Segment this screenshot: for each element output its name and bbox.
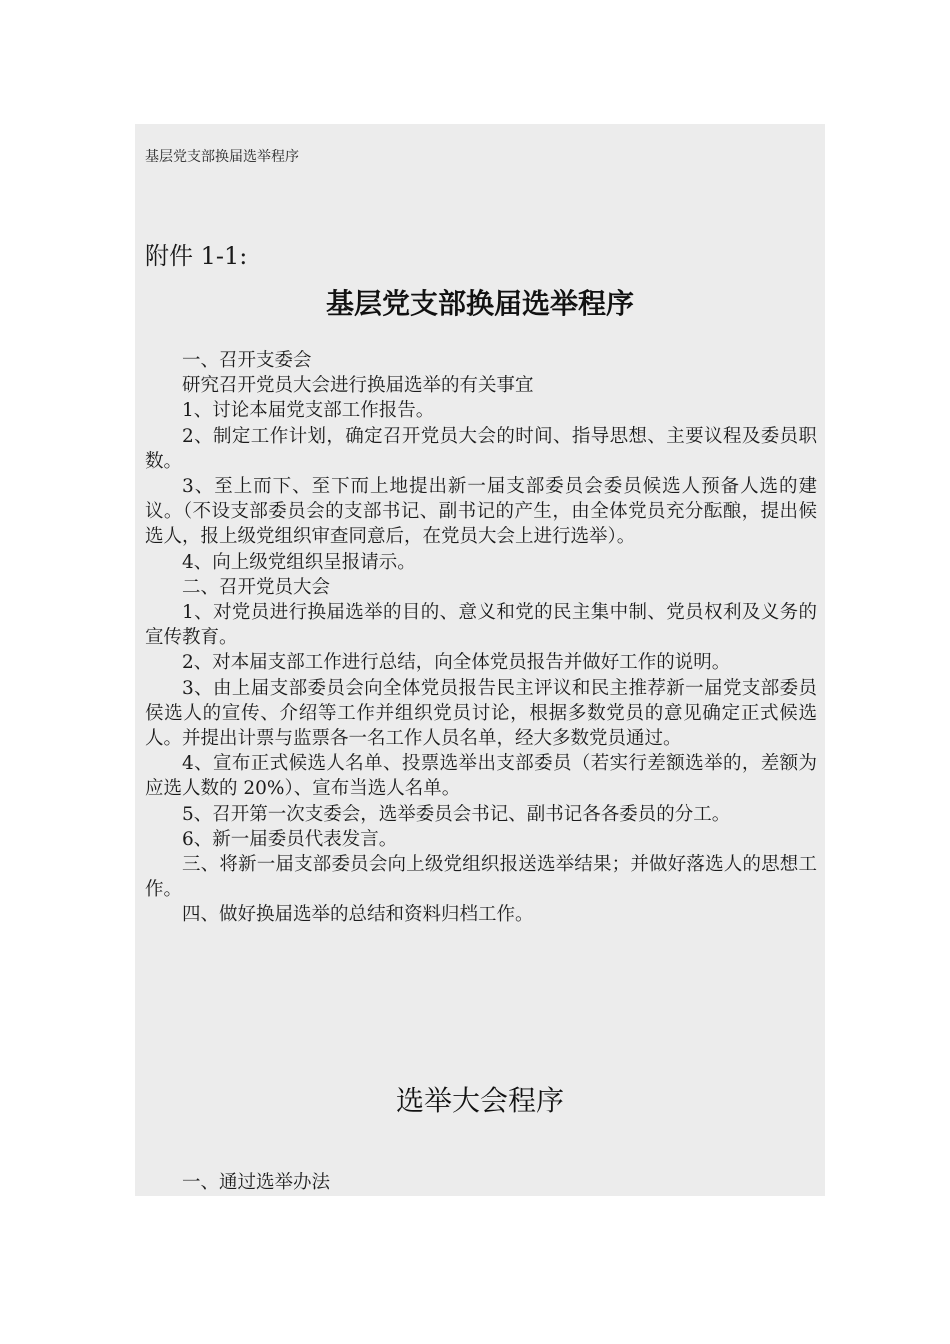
paragraph: 4、向上级党组织呈报请示。 <box>182 551 416 573</box>
attachment-2-title: 选举大会程序 <box>395 1084 564 1117</box>
paragraph: 四、做好换届选举的总结和资料归档工作。 <box>182 904 534 926</box>
paragraph: 3、由上届支部委员会向全体党员报告民主评议和民主推荐新一届党支部委员侯选人的宣传、介绍等工作并组织党员讨论，根据多数党员的意见确定正式候选人。并提出计票与监票各一名工作人员名单，经大多数党员通过。 <box>145 677 817 750</box>
paragraph: 4、宣布正式候选人名单、投票选举出支部委员（若实行差额选举的，差额为应选人数的 20%）、宣布当选人名单。 <box>145 753 817 800</box>
paragraph: 3、至上而下、至下而上地提出新一届支部委员会委员候选人预备人选的建议。（不设支部委员会的支部书记、副书记的产生，由全体党员充分酝酿，提出候选人，报上级党组织审查同意后，在党员大会上进行选举）。 <box>145 476 817 548</box>
attachment-1-body <box>145 348 817 928</box>
paragraph: 5、召开第一次支委会，选举委员会书记、副书记各各委员的分工。 <box>182 803 731 825</box>
paragraph: 2、对本届支部工作进行总结，向全体党员报告并做好工作的说明。 <box>182 652 731 674</box>
attachment-2-body <box>145 1170 817 1195</box>
paragraph: 6、新一届委员代表发言。 <box>182 828 398 850</box>
paragraph: 一、召开支委会 <box>182 350 312 371</box>
paragraph: 三、将新一届支部委员会向上级党组织报送选举结果；并做好落选人的思想工作。 <box>145 854 817 901</box>
attachment-1-title: 基层党支部换届选举程序 <box>325 287 634 320</box>
document-page <box>135 124 825 1196</box>
paragraph: 一、通过选举办法 <box>182 1172 331 1193</box>
attachment-1-label: 附件 1-1: <box>145 242 248 270</box>
running-header: 基层党支部换届选举程序 <box>145 149 299 165</box>
paragraph: 1、对党员进行换届选举的目的、意义和党的民主集中制、党员权利及义务的宣传教育。 <box>145 602 817 649</box>
paragraph: 2、制定工作计划，确定召开党员大会的时间、指导思想、主要议程及委员职数。 <box>145 425 817 472</box>
paragraph: 二、召开党员大会 <box>182 576 331 598</box>
paragraph: 研究召开党员大会进行换届选举的有关事宜 <box>182 375 534 397</box>
paragraph: 1、讨论本届党支部工作报告。 <box>182 400 435 422</box>
